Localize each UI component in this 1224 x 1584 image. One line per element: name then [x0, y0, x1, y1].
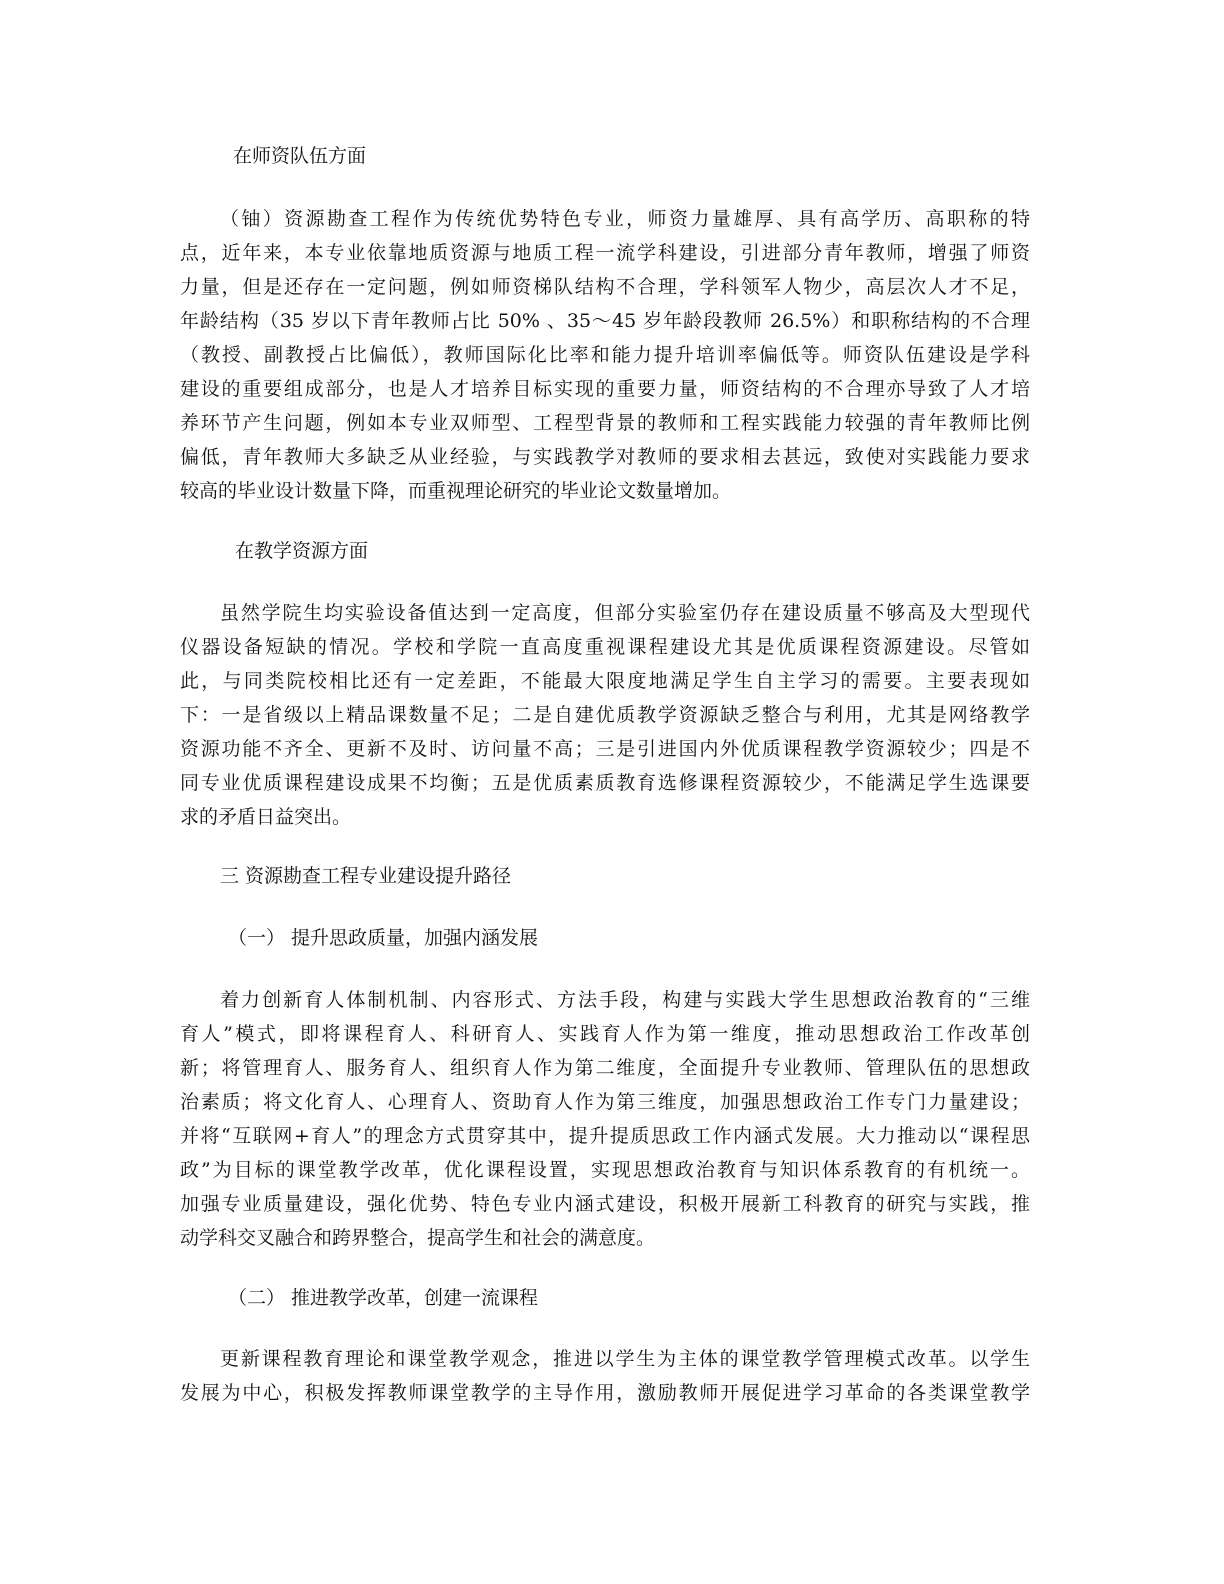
paragraph-line: 虽然学院生均实验设备值达到一定高度，但部分实验室仍存在建设质量不够高及大型现代 — [220, 602, 1030, 624]
paragraph-line: 此，与同类院校相比还有一定差距，不能最大限度地满足学生自主学习的需要。主要表现如 — [180, 670, 1030, 692]
paragraph-line: （教授、副教授占比偏低），教师国际化比率和能力提升培训率偏低等。师资队伍建设是学科 — [180, 344, 1030, 366]
paragraph-line: 更新课程教育理论和课堂教学观念，推进以学生为主体的课堂教学管理模式改革。以学生 — [220, 1348, 1030, 1370]
paragraph-line: 治素质；将文化育人、心理育人、资助育人作为第三维度，加强思想政治工作专门力量建设； — [180, 1091, 1030, 1113]
paragraph-line: 建设的重要组成部分，也是人才培养目标实现的重要力量，师资结构的不合理亦导致了人才培 — [180, 378, 1030, 400]
paragraph-line: 动学科交叉融合和跨界整合，提高学生和社会的满意度。 — [180, 1227, 656, 1249]
paragraph-line: 求的矛盾日益突出。 — [180, 806, 352, 828]
paragraph-line: 力量，但是还存在一定问题，例如师资梯队结构不合理，学科领军人物少，高层次人才不足， — [180, 276, 1030, 298]
subsection-heading-teaching-reform: （二） 推进教学改革，创建一流课程 — [228, 1287, 539, 1309]
paragraph-line: 养环节产生问题，例如本专业双师型、工程型背景的教师和工程实践能力较强的青年教师比例 — [180, 412, 1030, 434]
section-heading-teaching-resources: 在教学资源方面 — [235, 540, 369, 562]
paragraph-line: 并将“互联网+育人”的理念方式贯穿其中，提升提质思政工作内涵式发展。大力推动以“课程思 — [180, 1125, 1030, 1147]
paragraph-line: 资源功能不齐全、更新不及时、访问量不高；三是引进国内外优质课程教学资源较少；四是不 — [180, 738, 1030, 760]
paragraph-line: 发展为中心，积极发挥教师课堂教学的主导作用，激励教师开展促进学习革命的各类课堂教学 — [180, 1382, 1030, 1404]
paragraph-line: 年龄结构（35 岁以下青年教师占比 50% 、35～45 岁年龄段教师 26.5%）和职称结构的不合理 — [180, 310, 1030, 332]
paragraph-line: 政”为目标的课堂教学改革，优化课程设置，实现思想政治教育与知识体系教育的有机统一。 — [180, 1159, 1030, 1181]
paragraph-line: 育人”模式，即将课程育人、科研育人、实践育人作为第一维度，推动思想政治工作改革创 — [180, 1023, 1030, 1045]
paragraph-line: 新；将管理育人、服务育人、组织育人作为第二维度，全面提升专业教师、管理队伍的思想政 — [180, 1057, 1030, 1079]
paragraph-line: 下：一是省级以上精品课数量不足；二是自建优质教学资源缺乏整合与利用，尤其是网络教学 — [180, 704, 1030, 726]
paragraph-line: 着力创新育人体制机制、内容形式、方法手段，构建与实践大学生思想政治教育的“三维 — [220, 989, 1030, 1011]
section-heading-faculty: 在师资队伍方面 — [233, 145, 367, 167]
paragraph-line: 点，近年来，本专业依靠地质资源与地质工程一流学科建设，引进部分青年教师，增强了师资 — [180, 242, 1030, 264]
paragraph-line: 较高的毕业设计数量下降，而重视理论研究的毕业论文数量增加。 — [180, 480, 732, 502]
paragraph-line: 同专业优质课程建设成果不均衡；五是优质素质教育选修课程资源较少，不能满足学生选课要 — [180, 772, 1030, 794]
paragraph-line: （铀）资源勘查工程作为传统优势特色专业，师资力量雄厚、具有高学历、高职称的特 — [220, 208, 1030, 230]
paragraph-line: 仪器设备短缺的情况。学校和学院一直高度重视课程建设尤其是优质课程资源建设。尽管如 — [180, 636, 1030, 658]
section-heading-improvement-path: 三 资源勘查工程专业建设提升路径 — [220, 865, 512, 887]
subsection-heading-ideological-quality: （一） 提升思政质量，加强内涵发展 — [228, 927, 539, 949]
paragraph-line: 偏低，青年教师大多缺乏从业经验，与实践教学对教师的要求相去甚远，致使对实践能力要求 — [180, 446, 1030, 468]
paragraph-line: 加强专业质量建设，强化优势、特色专业内涵式建设，积极开展新工科教育的研究与实践，推 — [180, 1193, 1030, 1215]
